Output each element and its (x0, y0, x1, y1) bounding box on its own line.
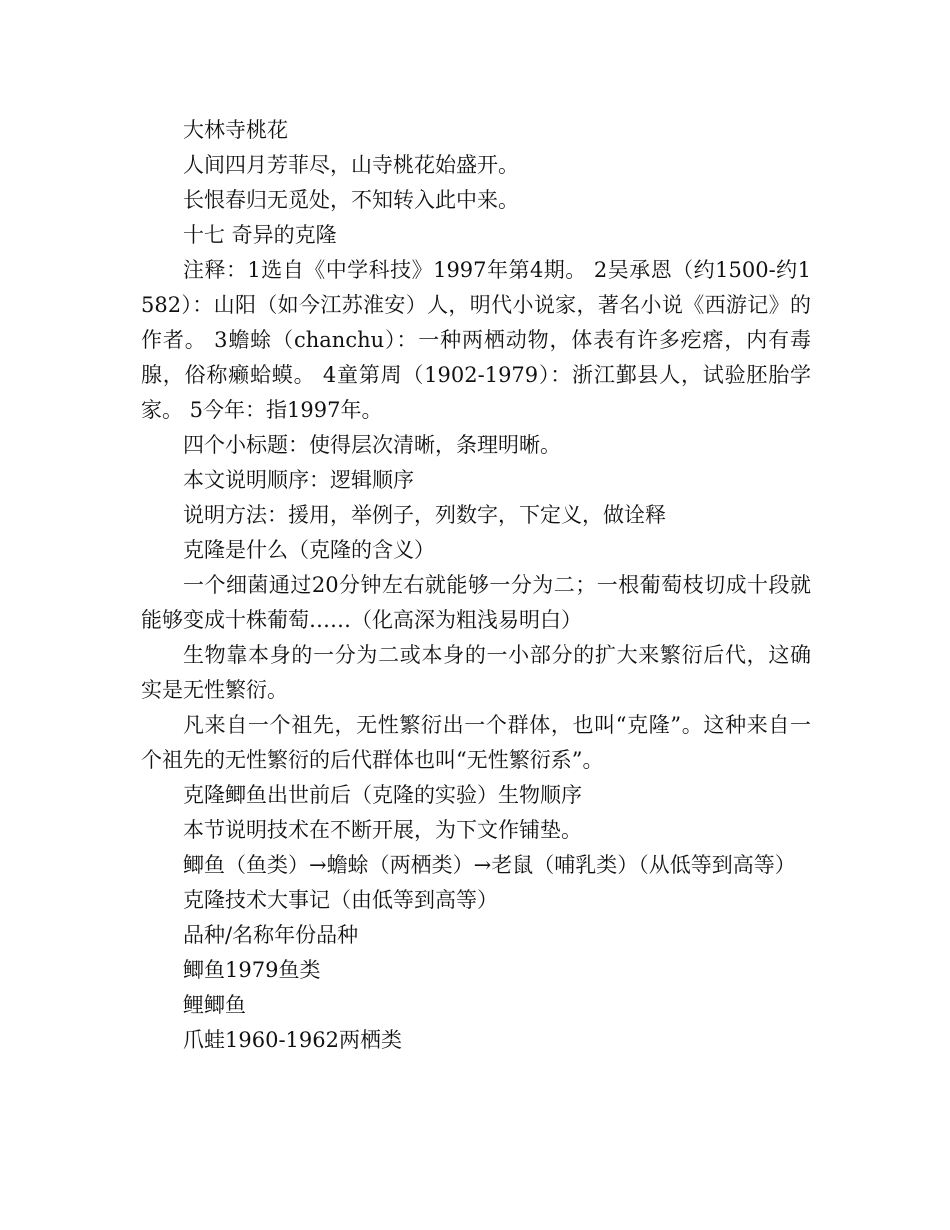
poem-line: 长恨春归无觅处，不知转入此中来。 (183, 188, 519, 212)
table-header-line: 品种/名称年份品种 (183, 923, 359, 947)
text-paragraph: 一个细菌通过20分钟左右就能够一分为二；一根葡萄枝切成十段就能够变成十株葡萄……（化高深为粗浅易明白） (141, 573, 811, 632)
section-heading: 克隆技术大事记（由低等到高等） (183, 888, 498, 912)
table-row-line: 爪蛙1960-1962两栖类 (183, 1028, 402, 1052)
text-paragraph: 鲫鱼（鱼类）→蟾蜍（两栖类）→老鼠（哺乳类）（从低等到高等） (183, 853, 796, 877)
text-paragraph: 本文说明顺序：逻辑顺序 (183, 468, 414, 492)
annotation-paragraph: 注释：1选自《中学科技》1997年第4期。 2吴承恩（约1500-约1582）：山阳（如今江苏淮安）人，明代小说家，著名小说《西游记》的作者。 3蟾蜍（chanchu）：一种两栖动物，体表有许多疙瘩，内有毒腺，俗称癞蛤蟆。 4童第周（1902-1979）：浙江鄞县人，试验胚胎学家。 5今年：指1997年。 (141, 258, 811, 422)
poem-title: 大林寺桃花 (183, 118, 288, 142)
section-heading: 克隆是什么（克隆的含义） (183, 538, 435, 562)
section-heading: 克隆鲫鱼出世前后（克隆的实验）生物顺序 (183, 783, 582, 807)
text-paragraph: 本节说明技术在不断开展，为下文作铺垫。 (183, 818, 582, 842)
chapter-heading: 十七 奇异的克隆 (183, 223, 337, 247)
poem-line: 人间四月芳菲尽，山寺桃花始盛开。 (183, 153, 519, 177)
text-paragraph: 四个小标题：使得层次清晰，条理明晰。 (183, 433, 561, 457)
text-paragraph: 凡来自一个祖先，无性繁衍出一个群体，也叫“克隆”。这种来自一个祖先的无性繁衍的后代群体也叫“无性繁衍系”。 (141, 713, 811, 772)
text-paragraph: 生物靠本身的一分为二或本身的一小部分的扩大来繁衍后代，这确实是无性繁衍。 (141, 643, 811, 702)
text-paragraph: 说明方法：援用，举例子，列数字，下定义，做诠释 (183, 503, 666, 527)
table-row-line: 鲫鱼1979鱼类 (183, 958, 321, 982)
document-body (141, 113, 811, 1058)
table-row-line: 鲤鲫鱼 (183, 993, 246, 1017)
